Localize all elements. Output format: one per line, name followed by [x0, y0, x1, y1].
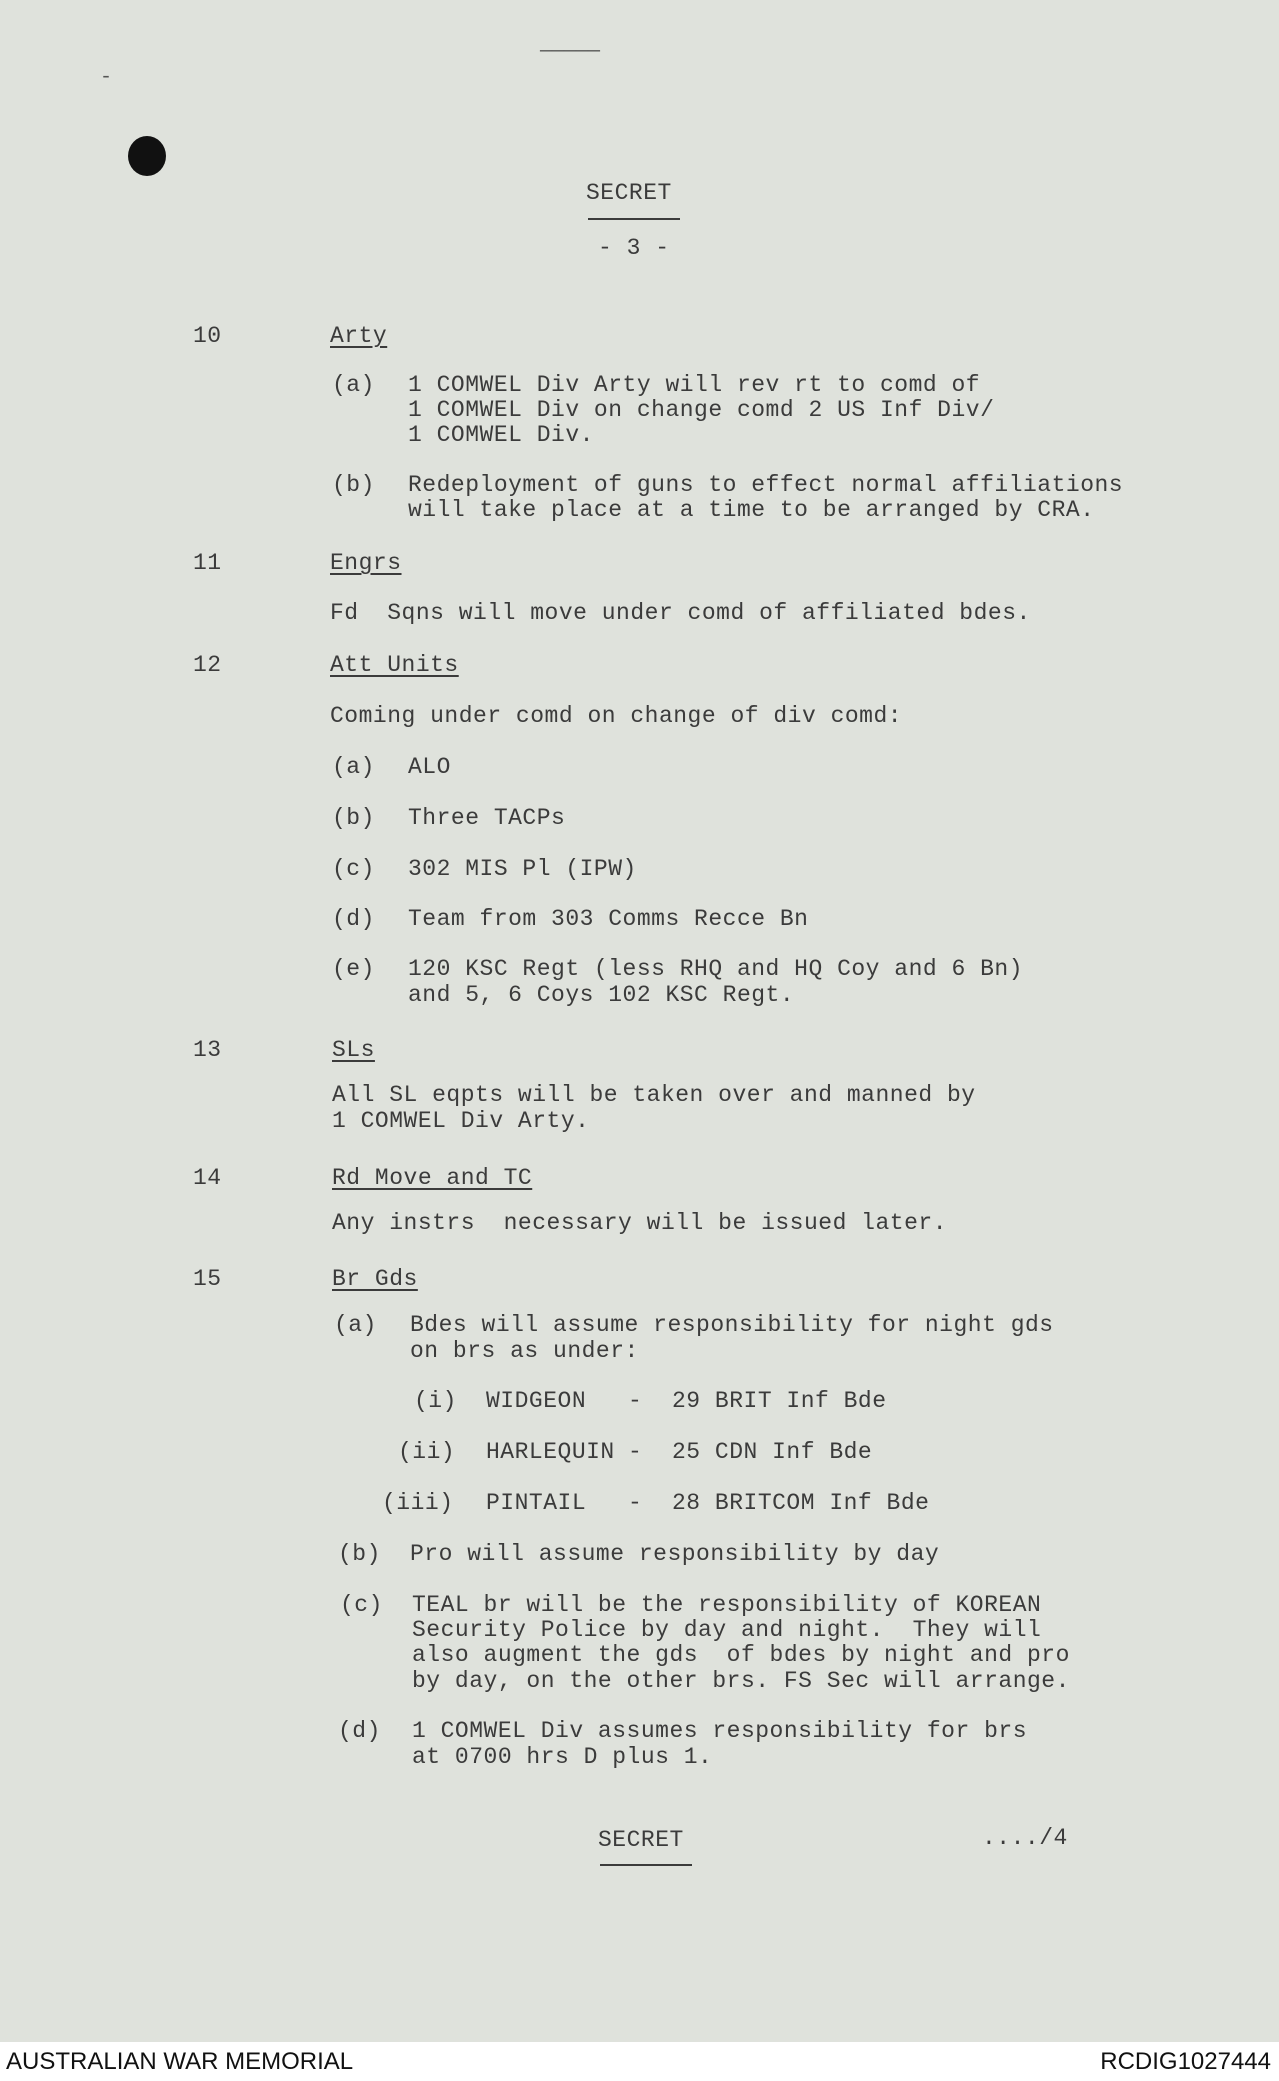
archive-footer — [0, 2042, 1279, 2081]
item-label: (b) — [332, 805, 375, 831]
bridge-name: PINTAIL — [486, 1490, 587, 1516]
section-title: Arty — [330, 323, 388, 349]
bridge-unit: 25 CDN Inf Bde — [672, 1439, 873, 1465]
bridge-number: (i) — [414, 1388, 457, 1414]
section-number: 15 — [193, 1266, 222, 1292]
section-number: 11 — [193, 550, 222, 576]
item-label: (b) — [332, 472, 375, 498]
item-line: 1 COMWEL Div on change comd 2 US Inf Div/ — [408, 397, 995, 423]
classification-footer: SECRET — [598, 1827, 684, 1853]
bridge-unit: 28 BRITCOM Inf Bde — [672, 1490, 930, 1516]
section-line: All SL eqpts will be taken over and manned by — [332, 1082, 976, 1108]
item-line: ALO — [408, 754, 451, 780]
bridge-unit: 29 BRIT Inf Bde — [672, 1388, 887, 1414]
item-line: TEAL br will be the responsibility of KOREAN — [412, 1592, 1042, 1618]
section-intro: Coming under comd on change of div comd: — [330, 703, 903, 729]
section-title: Br Gds — [332, 1266, 418, 1292]
item-line: 1 COMWEL Div Arty will rev rt to comd of — [408, 372, 981, 398]
section-title: Rd Move and TC — [332, 1165, 533, 1191]
section-text: Fd Sqns will move under comd of affiliated bdes. — [330, 600, 1031, 626]
item-label: (c) — [332, 856, 375, 882]
stray-mark: ————— — [540, 40, 601, 63]
item-label: (c) — [340, 1592, 383, 1618]
item-label: (a) — [332, 754, 375, 780]
section-number: 12 — [193, 652, 222, 678]
item-line: and 5, 6 Coys 102 KSC Regt. — [408, 982, 795, 1008]
bridge-name: HARLEQUIN — [486, 1439, 615, 1465]
section-line: 1 COMWEL Div Arty. — [332, 1108, 590, 1134]
section-title: Att Units — [330, 652, 459, 678]
punch-hole — [128, 136, 166, 176]
item-line: will take place at a time to be arranged by CRA. — [408, 497, 1095, 523]
item-line: Security Police by day and night. They will — [412, 1617, 1042, 1643]
section-text: Any instrs necessary will be issued later. — [332, 1210, 947, 1236]
item-label: (d) — [338, 1718, 381, 1744]
item-line: Three TACPs — [408, 805, 566, 831]
item-label: (a) — [332, 372, 375, 398]
item-line: at 0700 hrs D plus 1. — [412, 1744, 713, 1770]
item-line: on brs as under: — [410, 1338, 639, 1364]
item-line: also augment the gds of bdes by night and pro — [412, 1642, 1070, 1668]
section-number: 13 — [193, 1037, 222, 1063]
stray-mark: - — [100, 66, 113, 89]
bridge-name: WIDGEON — [486, 1388, 587, 1414]
item-line: Team from 303 Comms Recce Bn — [408, 906, 809, 932]
classification-header: SECRET — [586, 180, 672, 206]
section-number: 14 — [193, 1165, 222, 1191]
item-line: Redeployment of guns to effect normal affiliations — [408, 472, 1124, 498]
archive-source: AUSTRALIAN WAR MEMORIAL — [6, 2048, 354, 2075]
bridge-separator: - — [628, 1439, 643, 1465]
bridge-separator: - — [628, 1490, 643, 1516]
item-line: 1 COMWEL Div assumes responsibility for brs — [412, 1718, 1027, 1744]
item-line: 120 KSC Regt (less RHQ and HQ Coy and 6 Bn) — [408, 956, 1023, 982]
bridge-number: (iii) — [382, 1490, 454, 1516]
item-line: by day, on the other brs. FS Sec will arrange. — [412, 1668, 1070, 1694]
item-line: Bdes will assume responsibility for night gds — [410, 1312, 1054, 1338]
section-title: Engrs — [330, 550, 402, 576]
item-line: 1 COMWEL Div. — [408, 422, 594, 448]
bridge-number: (ii) — [398, 1439, 456, 1465]
item-line: 302 MIS Pl (IPW) — [408, 856, 637, 882]
archive-reference: RCDIG1027444 — [1100, 2048, 1271, 2075]
item-label: (d) — [332, 906, 375, 932]
section-title: SLs — [332, 1037, 375, 1063]
header-rule — [588, 218, 680, 220]
item-label: (b) — [338, 1541, 381, 1567]
bridge-separator: - — [628, 1388, 643, 1414]
section-number: 10 — [193, 323, 222, 349]
page-number: - 3 - — [598, 235, 670, 261]
continuation-marker: ..../4 — [982, 1825, 1068, 1851]
footer-rule — [600, 1864, 692, 1866]
item-label: (e) — [332, 956, 375, 982]
item-line: Pro will assume responsibility by day — [410, 1541, 940, 1567]
item-label: (a) — [334, 1312, 377, 1338]
